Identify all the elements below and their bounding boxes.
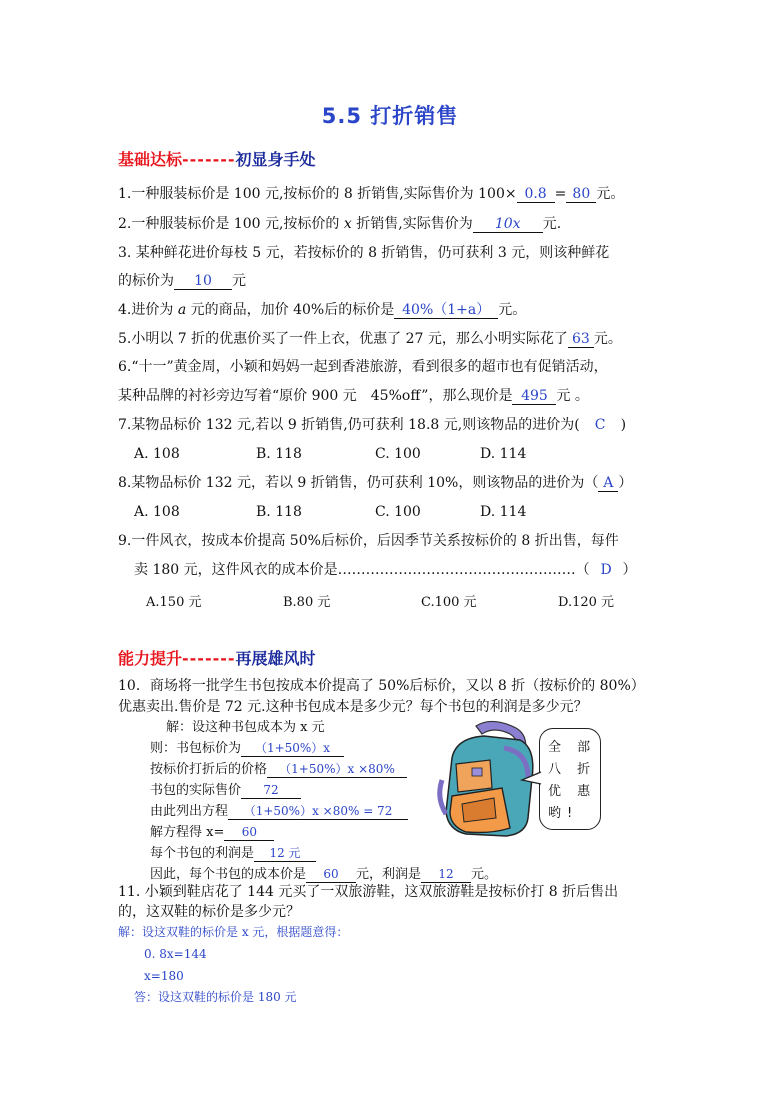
solution-step: 解方程得 x= 60 — [150, 825, 274, 841]
bubble-line: 八 折 — [548, 762, 597, 777]
choice-answer: D — [600, 562, 612, 578]
answer-blank: 40%（1+a） — [394, 303, 498, 319]
question-11-line1: 11. 小颖到鞋店花了 144 元买了一双旅游鞋，这双旅游鞋是按标价打 8 折后售出 — [118, 884, 619, 900]
question-4: 4.进价为 a 元的商品，加价 40%后的标价是 40%（1+a） 元。 — [118, 302, 527, 318]
speech-bubble — [539, 728, 601, 830]
section-label: 能力提升 — [118, 649, 183, 668]
answer-blank: （1+50%）x ×80% = 72 — [228, 804, 408, 820]
question-9-line1: 9.一件风衣，按成本价提高 50%后标价，后因季节关系按标价的 8 折出售，每件 — [118, 533, 619, 549]
option-b: B. 118 — [256, 504, 302, 520]
solution-step: 则：书包标价为 （1+50%）x — [150, 741, 344, 757]
bubble-tail — [520, 768, 542, 790]
answer-blank: 60 — [224, 825, 274, 841]
option-a: A.150 元 — [146, 595, 202, 610]
section-dashes: ------- — [182, 150, 236, 169]
solution-step: 每个书包的利润是 12 元 — [150, 846, 316, 862]
answer-blank: （1+50%）x ×80% — [267, 762, 407, 778]
question-10-line2: 优惠卖出.售价是 72 元.这种书包成本是多少元？每个书包的利润是多少元？ — [118, 699, 588, 715]
solution-step: 书包的实际售价 72 — [150, 783, 301, 799]
section-heading-basic — [118, 147, 316, 170]
solution-step: 由此列出方程 （1+50%）x ×80% = 72 — [150, 804, 408, 820]
section-dashes: ------- — [182, 649, 236, 668]
answer-blank: 10x — [473, 217, 543, 233]
option-a: A. 108 — [134, 504, 180, 520]
question-1: 1.一种服装标价是 100 元,按标价的 8 折销售,实际售价为 100× 0.8 = 80 元。 — [118, 186, 625, 202]
solution-step: 解：设这双鞋的标价是 x 元，根据题意得： — [118, 925, 349, 939]
option-c: C. 100 — [375, 504, 421, 520]
solution-step: 0. 8x=144 — [144, 947, 207, 961]
answer-blank: 72 — [241, 783, 301, 799]
section-subtitle: 初显身手处 — [235, 150, 316, 169]
answer-blank: 60 — [306, 867, 356, 883]
option-d: D.120 元 — [558, 595, 615, 610]
section-subtitle: 再展雄风时 — [235, 649, 316, 668]
answer-blank: 63 — [568, 332, 594, 348]
answer-blank: 80 — [566, 187, 596, 203]
answer-blank: 0.8 — [517, 187, 555, 203]
question-2: 2.一种服装标价是 100 元,按标价的 x 折销售,实际售价为 10x 元. — [118, 216, 562, 232]
option-a: A. 108 — [134, 446, 180, 462]
solution-step: x=180 — [144, 969, 184, 983]
question-6-line2: 某种品牌的衬衫旁边写着“原价 900 元 45%off”，那么现价是 495 元 。 — [118, 388, 589, 404]
choice-answer: A — [598, 476, 618, 492]
page-title: 5.5 打折销售 — [321, 104, 459, 128]
question-9-line2: 卖 180 元，这件风衣的成本价是……………………………………………（ D ） — [134, 562, 637, 578]
answer-blank: （1+50%）x — [241, 741, 344, 757]
answer-blank: 10 — [174, 274, 232, 290]
solution-step: 因此，每个书包的成本价是 60 元，利润是 12 元。 — [150, 867, 498, 882]
option-d: D. 114 — [480, 446, 527, 462]
bubble-line: 全 部 — [548, 740, 597, 755]
solution-step: 解：设这种书包成本为 x 元 — [166, 720, 325, 735]
option-b: B.80 元 — [283, 595, 331, 610]
section-label: 基础达标 — [118, 150, 183, 169]
question-3-line1: 3. 某种鲜花进价每枝 5 元，若按标价的 8 折销售，仍可获利 3 元，则该种鲜花 — [118, 245, 610, 261]
question-5: 5.小明以 7 折的优惠价买了一件上衣，优惠了 27 元，那么小明实际花了 63 元。 — [118, 331, 622, 347]
question-7: 7.某物品标价 132 元,若以 9 折销售,仍可获利 18.8 元,则该物品的进价为( C ) — [118, 417, 627, 433]
option-b: B. 118 — [256, 446, 302, 462]
bubble-line: 哟! — [548, 806, 579, 821]
solution-step: 按标价打折后的价格 （1+50%）x ×80% — [150, 762, 407, 778]
question-8: 8.某物品标价 132 元，若以 9 折销售，仍可获利 10%，则该物品的进价为（ A ） — [118, 475, 633, 491]
choice-answer: C — [594, 417, 606, 433]
answer-blank: 12 — [421, 867, 471, 883]
answer-blank: 495 — [512, 389, 556, 405]
question-6-line1: 6.“十一”黄金周，小颖和妈妈一起到香港旅游，看到很多的超市也有促销活动， — [118, 359, 608, 375]
option-d: D. 114 — [480, 504, 527, 520]
bubble-line: 优 惠 — [548, 784, 597, 799]
option-c: C.100 元 — [421, 595, 477, 610]
solution-answer: 答：设这双鞋的标价是 180 元 — [134, 990, 297, 1004]
section-heading-advanced — [118, 646, 316, 669]
option-c: C. 100 — [375, 446, 421, 462]
question-10-line1: 10．商场将一批学生书包按成本价提高了 50%后标价，又以 8 折（按标价的 80%） — [118, 678, 645, 694]
question-11-line2: 的，这双鞋的标价是多少元？ — [118, 904, 300, 920]
question-3-line2: 的标价为 10 元 — [118, 273, 246, 289]
answer-blank: 12 元 — [254, 846, 316, 862]
